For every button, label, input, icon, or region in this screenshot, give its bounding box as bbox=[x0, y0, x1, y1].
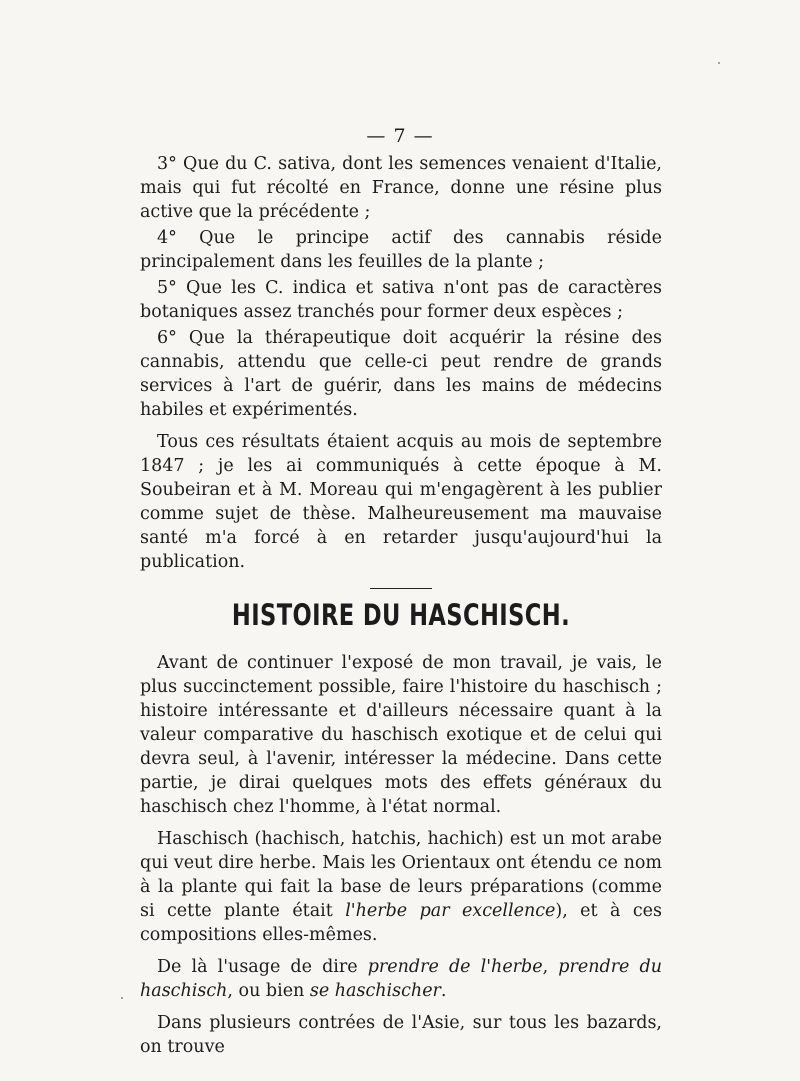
paper-speck bbox=[718, 62, 720, 64]
paragraph-etymology bbox=[140, 827, 662, 947]
paragraph-usage bbox=[140, 955, 662, 1003]
usage-mid-2: , ou bien bbox=[227, 981, 310, 1001]
usage-emphasis-3: se haschischer bbox=[309, 981, 441, 1001]
paragraph-intro-history: Avant de continuer l'exposé de mon travail, je vais, le plus succinctement possible, faire l'histoire du haschisch ; histoire intéressante et d'ailleurs nécessaire quant à la valeur comparative du haschisch exotique et de celui qui devra seul, à l'avenir, intéresser la médecine. Dans cette partie, je dirai quelques mots des effets généraux du haschisch chez l'homme, à l'état normal. bbox=[140, 653, 662, 817]
paragraph-asia: Dans plusieurs contrées de l'Asie, sur tous les bazards, on trouve bbox=[140, 1013, 662, 1057]
etymology-emphasis: l'herbe par excellence bbox=[345, 901, 556, 921]
body-text bbox=[140, 152, 662, 1061]
paragraph-conclusion-3: 3° Que du C. sativa, dont les semences venaient d'Italie, mais qui fut récolté en France, donne une résine plus active que la précédente ; bbox=[140, 154, 662, 222]
usage-emphasis-1: prendre de l'herbe bbox=[367, 957, 543, 977]
page-number: — 7 — bbox=[366, 125, 434, 147]
paragraph-conclusion-6: 6° Que la thérapeutique doit acquérir la résine des cannabis, attendu que celle-ci peut rendre de grands services à l'art de guérir, dans les mains de médecins habiles et expérimentés. bbox=[140, 328, 662, 420]
paragraph-conclusion-5: 5° Que les C. indica et sativa n'ont pas de caractères botaniques assez tranchés pour former deux espèces ; bbox=[140, 278, 662, 322]
usage-start: De là l'usage de dire bbox=[157, 957, 368, 977]
usage-end: . bbox=[440, 981, 447, 1001]
usage-emphasis-2: prendre du haschisch bbox=[140, 957, 663, 1001]
section-heading: HISTOIRE DU HASCHISCH. bbox=[231, 598, 571, 632]
paragraph-conclusion-4: 4° Que le principe actif des cannabis réside principalement dans les feuilles de la plante ; bbox=[140, 228, 662, 272]
etymology-text: Haschisch (hachisch, hatchis, hachich) est un mot arabe qui veut dire herbe. Mais les Orientaux ont étendu ce nom à la plante qui fait la base de leurs préparations (comme si cette plante était bbox=[140, 829, 662, 921]
heading-divider bbox=[370, 588, 432, 589]
paragraph-results: Tous ces résultats étaient acquis au mois de septembre 1847 ; je les ai communiqués à cette époque à M. Soubeiran et à M. Moreau qui m'engagèrent à les publier comme sujet de thèse. Malheureusement ma mauvaise santé m'a forcé à en retarder jusqu'aujourd'hui la publication. bbox=[140, 432, 662, 572]
usage-mid-1: , bbox=[542, 957, 559, 977]
etymology-tail: ), et à ces compositions elles-mêmes. bbox=[140, 901, 662, 945]
paper-speck bbox=[121, 997, 123, 999]
